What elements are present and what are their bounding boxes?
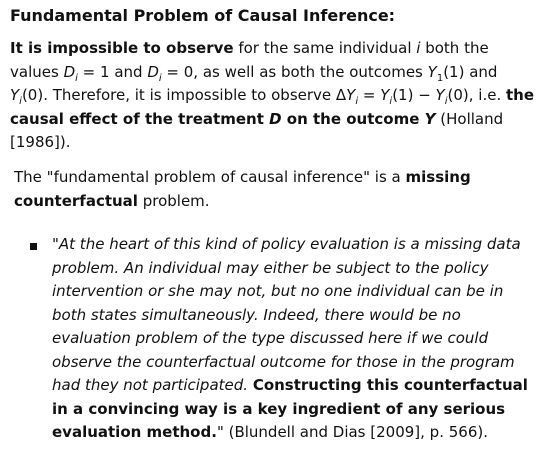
math-Y: Y bbox=[427, 62, 437, 81]
text: both the values bbox=[10, 39, 489, 81]
blockquote-blundell-dias bbox=[52, 233, 538, 445]
paragraph-impossibility bbox=[10, 37, 538, 155]
emphasis-outcome: on the outcome bbox=[281, 109, 425, 128]
emphasis-impossible: It is impossible to observe bbox=[10, 39, 234, 57]
math-sub: i bbox=[19, 96, 22, 107]
math-text: (0), bbox=[447, 86, 474, 104]
emphasis-missing-counterfactual: missing counterfactual bbox=[14, 168, 471, 210]
math-text: (1) − bbox=[392, 86, 436, 104]
math-i: i bbox=[416, 39, 421, 57]
math-sub: 1 bbox=[436, 72, 444, 84]
math-Y: Y bbox=[346, 86, 356, 104]
math-sub: i bbox=[75, 72, 78, 84]
math-Y: Y bbox=[435, 86, 445, 104]
quote-bold-text: Constructing this counterfactual in a convincing way is a key ingredient of any serious evaluation method. bbox=[52, 376, 528, 441]
text: The "fundamental problem of causal inference" is a bbox=[14, 168, 406, 186]
math-sub: i bbox=[355, 96, 359, 107]
math-text: = bbox=[358, 86, 381, 104]
math-Y: Y bbox=[424, 109, 436, 128]
text: problem. bbox=[137, 191, 210, 210]
paragraph-missing-counterfactual bbox=[14, 166, 534, 213]
emphasis-causal-effect: the causal effect of the treatment bbox=[10, 86, 535, 128]
slide-title: Fundamental Problem of Causal Inference: bbox=[10, 6, 396, 25]
quote-italic-text: "At the heart of this kind of policy evaluation is a missing data problem. An individual may either be subject to the policy intervention or she may not, but no one individual can be in both states simultaneously. Indeed, there would be no evaluation problem of the type discussed here if we could observe the counterfactual outcome for those in the program had they not participated. bbox=[52, 235, 521, 394]
math-Y: Y bbox=[10, 86, 20, 104]
citation-blundell-dias: " (Blundell and Dias [2009], p. 566). bbox=[216, 423, 488, 441]
math-text: = 1 and bbox=[77, 62, 148, 81]
bullet-square-icon bbox=[30, 243, 37, 250]
math-sub: i bbox=[389, 96, 393, 107]
math-sub: i bbox=[444, 96, 448, 107]
text: i.e. bbox=[473, 86, 506, 104]
math-D: D bbox=[269, 109, 282, 128]
math-text: (1) and bbox=[443, 62, 498, 81]
citation-holland: (Holland [1986]). bbox=[10, 109, 504, 151]
math-D: D bbox=[63, 62, 76, 81]
math-sub: i bbox=[158, 72, 162, 84]
text: for the same individual bbox=[233, 39, 417, 57]
math-Y: Y bbox=[380, 86, 390, 104]
math-text: (0). Therefore, it is impossible to observe Δ bbox=[21, 86, 347, 104]
math-text: = 0, as well as both the outcomes bbox=[161, 62, 428, 81]
math-D: D bbox=[147, 62, 159, 81]
